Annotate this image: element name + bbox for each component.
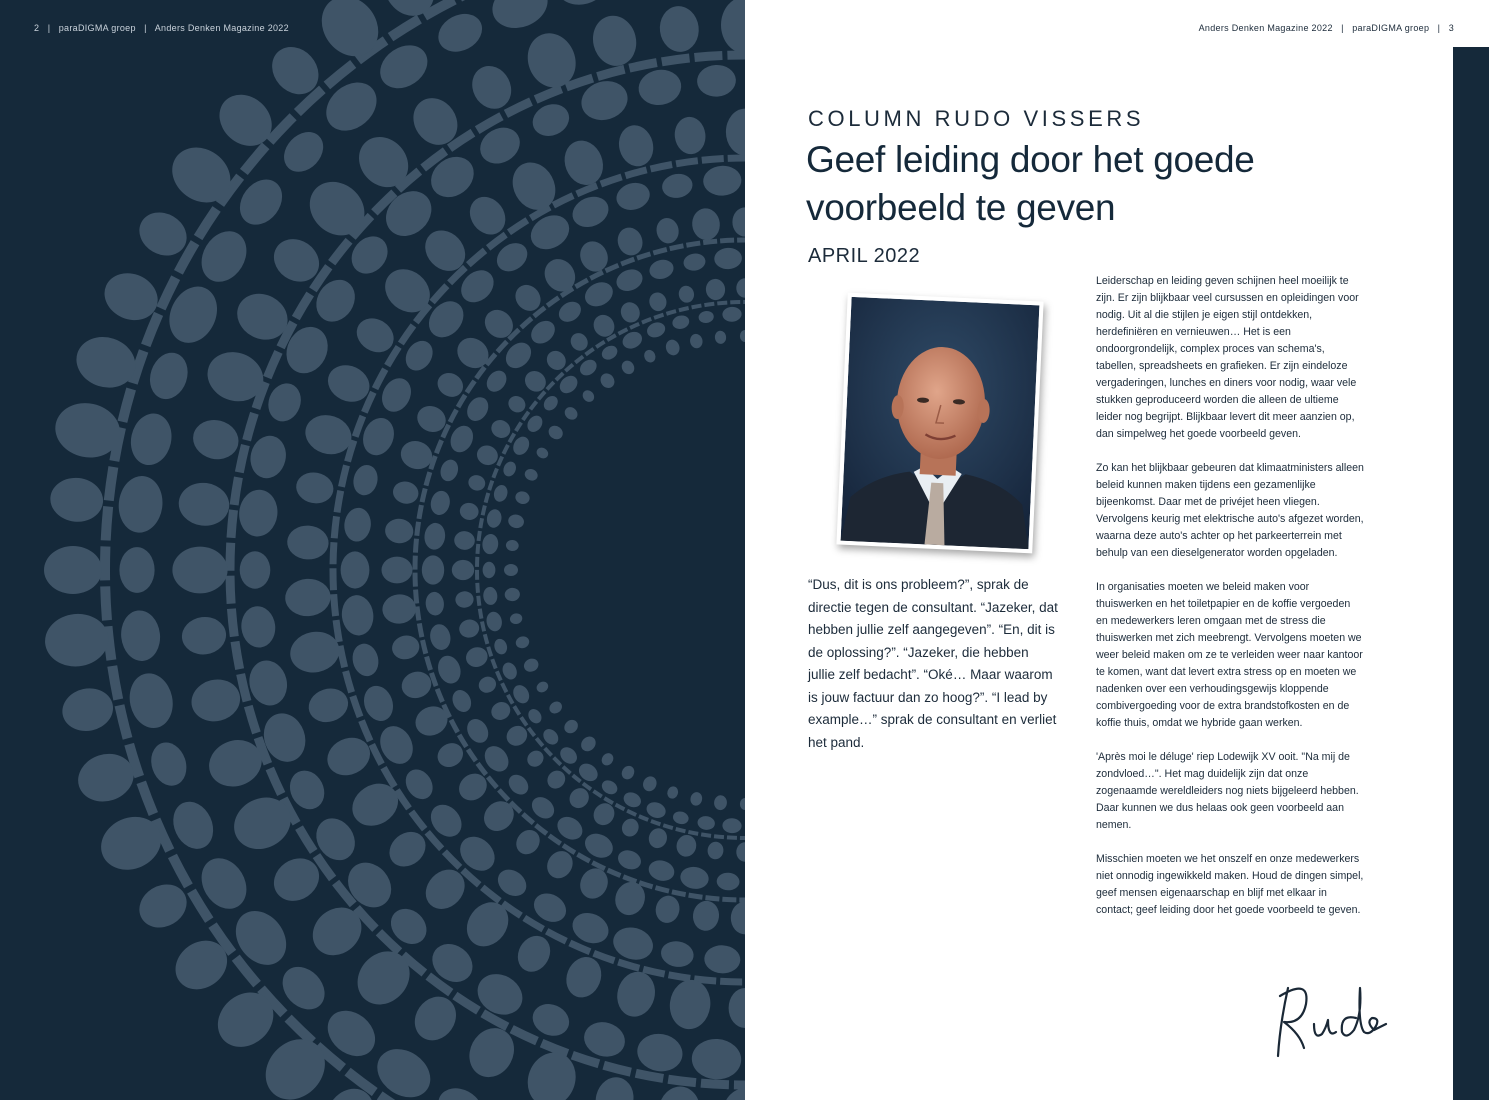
mandala-dot (505, 539, 519, 551)
mandala-dot (528, 998, 574, 1041)
mandala-dot (689, 333, 704, 350)
mandala-dot (524, 747, 547, 770)
mandala-dot (580, 1017, 629, 1061)
mandala-dot (588, 11, 642, 70)
mandala-dot (647, 257, 676, 282)
mandala-dot (736, 842, 745, 861)
mandala-dot (446, 422, 477, 456)
mandala-dot (523, 467, 540, 483)
mandala-dot (225, 788, 300, 859)
mandala-dot (246, 432, 290, 482)
author-photo (836, 293, 1043, 554)
mandala-dot (567, 330, 591, 354)
mandala-dot (423, 522, 446, 551)
page-folio-right: Anders Denken Magazine 2022 | paraDIGMA groep | 3 (1198, 23, 1454, 33)
mandala-dot (434, 653, 464, 687)
mandala-dot (672, 810, 690, 826)
mandala-dot (732, 207, 745, 236)
mandala-dot (428, 622, 453, 652)
mandala-dot (716, 872, 740, 891)
mandala-dot (714, 330, 727, 344)
mandala-dot (691, 1038, 743, 1081)
mandala-dot (294, 469, 336, 506)
mandala-dot (463, 644, 490, 669)
mandala-dot (598, 371, 618, 391)
mandala-dot (731, 902, 745, 935)
mandala-dot (180, 614, 228, 656)
mandala-dot (209, 84, 282, 156)
mandala-dot (609, 923, 657, 965)
mandala-dot (505, 393, 529, 416)
mandala-dot (619, 764, 636, 782)
mandala-dot (350, 462, 380, 497)
mandala-dot (615, 122, 658, 171)
mandala-dot (48, 475, 105, 524)
signature (1270, 974, 1390, 1064)
mandala-dot (347, 941, 421, 1015)
mandala-dot (161, 136, 241, 213)
mandala-dot (659, 939, 696, 970)
mandala-dot (535, 446, 550, 461)
mandala-dot (284, 578, 332, 618)
mandala-dot (590, 799, 619, 828)
mandala-dot (286, 524, 329, 560)
mandala-dot (707, 841, 725, 860)
mandala-dot (166, 795, 221, 855)
mandala-dot (722, 818, 742, 834)
mandala-dot (612, 968, 659, 1021)
mandala-dot (675, 833, 699, 858)
mandala-dot (253, 1027, 337, 1100)
mandala-dot (438, 457, 461, 483)
mandala-dot (116, 474, 165, 535)
mandala-dot (453, 530, 475, 551)
mandala-dot (453, 830, 501, 878)
mandala-dot (526, 707, 545, 726)
mandala-dot (664, 338, 682, 357)
mandala-dot (666, 785, 680, 800)
mandala-dot (599, 343, 620, 363)
mandala-dot (485, 610, 504, 632)
mandala-dot (368, 1039, 439, 1100)
mandala-dot (455, 590, 475, 608)
mandala-dot (621, 790, 643, 810)
mandala-dot (344, 229, 395, 281)
mandala-dot (646, 826, 669, 851)
mandala-dot (691, 207, 722, 242)
mandala-dot (482, 586, 498, 605)
mandala-dot (466, 473, 487, 493)
mandala-dot (641, 774, 659, 793)
mandala-dot (713, 795, 727, 811)
mandala-dot (671, 314, 691, 331)
mandala-dot (483, 367, 511, 396)
mandala-dot (657, 4, 701, 54)
mandala-dot (580, 388, 596, 404)
mandala-dot (126, 410, 176, 469)
mandala-dot (656, 1084, 703, 1100)
mandala-dot (704, 944, 742, 974)
mandala-dot (299, 171, 375, 247)
mandala-dot (726, 109, 745, 156)
mandala-dot (599, 751, 615, 768)
mandala-dot (562, 405, 580, 423)
mandala-dot (575, 864, 613, 904)
mandala-dot (381, 593, 418, 626)
mandala-dot (729, 988, 745, 1028)
mandala-dot (521, 367, 550, 396)
mandala-dot (552, 0, 613, 10)
mandala-dot (240, 551, 271, 588)
mandala-dot (528, 793, 559, 823)
mandala-dot (146, 738, 192, 791)
mandala-dot (349, 127, 419, 197)
mandala-dot (483, 562, 496, 578)
mandala-dot (486, 0, 555, 36)
mandala-dot (599, 778, 620, 798)
mandala-dot (470, 966, 530, 1022)
mandala-dot (422, 555, 444, 584)
mandala-dot (70, 329, 142, 395)
mandala-dot (239, 604, 277, 649)
mandala-dot (93, 807, 170, 879)
mandala-dot (119, 608, 163, 662)
mandala-dot (619, 358, 636, 376)
mandala-dot (144, 348, 194, 405)
mandala-dot (125, 669, 178, 732)
mandala-dot (58, 684, 117, 736)
mandala-dot (614, 224, 646, 259)
mandala-dot (514, 635, 531, 650)
mandala-dot (463, 715, 493, 747)
mandala-dot (514, 490, 532, 506)
mandala-dot (698, 310, 715, 324)
mandala-dot (176, 480, 231, 529)
mandala-dot (646, 857, 676, 883)
mandala-dot (645, 320, 667, 340)
mandala-dot (424, 591, 445, 616)
mandala-dot (391, 479, 421, 506)
mandala-dot (452, 560, 474, 580)
mandala-dot (509, 612, 523, 625)
mandala-dot (578, 734, 599, 755)
mandala-dot (458, 618, 481, 640)
mandala-dot (343, 506, 373, 543)
body-paragraph: 'Après moi le déluge' riep Lodewijk XV ooit. "Na mij de zondvloed…". Het mag duidelijk zijn dat onze zogenaamde wereldleiders nog niets bijgeleerd hebben. Daar kunnen we dus helaas ook geen voorbeeld aan nemen. (1096, 751, 1359, 831)
mandala-dot (535, 680, 550, 695)
mandala-dot (714, 247, 743, 270)
mandala-dot (722, 306, 742, 322)
mandala-dot (618, 299, 643, 325)
mandala-dot (568, 191, 614, 232)
mandala-dot (492, 637, 509, 656)
mandala-dot (696, 64, 737, 98)
mandala-dot (555, 298, 585, 326)
mandala-dot (644, 800, 668, 821)
mandala-dot (310, 0, 390, 67)
mandala-dot (476, 674, 499, 696)
mandala-dot (501, 460, 518, 479)
mandala-dot (522, 656, 541, 674)
mandala-dot (667, 977, 713, 1031)
mandala-dot (384, 517, 415, 544)
body-paragraph: Misschien moeten we het onszelf en onze medewerkers niet onnodig ingewikkeld maken. Houd de dingen simpel, geef mensen eigenaarschap en blijf met elkaar in contact; geef leiding door het goede voorbeeld te geven. (1096, 853, 1364, 916)
right-page (745, 0, 1489, 1100)
mandala-dot (349, 641, 381, 679)
body-paragraph: In organisaties moeten we beleid maken voor thuiswerken en het toiletpapier en de koffie vergoeden en medewerkers leren omgaan met de stress die thuiswerken met zich meebrengt. Vervolgens moeten we weer beleid maken om ze te verleiden weer naar kantoor te komen, want dat levert extra stress op en moeten we nadenken over een verhoudingsgewijs kloppende combivergoeding voor de extra brandstofkosten en de koffie thuis, omdat we hybride gaan werken. (1096, 581, 1363, 729)
mandala-dot (654, 216, 681, 246)
mandala-dot (619, 816, 641, 839)
mandala-dot (691, 899, 720, 932)
article-headline: Geef leiding door het goede voorbeeld te geven (806, 139, 1255, 228)
mandala-dot (44, 546, 102, 594)
mandala-dot (642, 348, 657, 364)
portrait-photo (841, 297, 1040, 549)
article-body (1096, 273, 1364, 936)
mandala-dot (304, 684, 352, 728)
body-paragraph: Zo kan het blijkbaar gebeuren dat klimaatministers alleen beleid kunnen maken tijdens een gezamenlijke bijeenkomst. Daar met de privéjet heen vliegen. Vervolgens keurig met elektrische auto's afgezet worden, waarna deze auto's achter op het parkeerterrein met behulp van een dieselgenerator worden opgeladen. (1096, 462, 1364, 559)
mandala-dot (359, 682, 398, 725)
mandala-dot (463, 393, 493, 425)
mandala-dot (187, 674, 244, 726)
mandala-dot (172, 547, 227, 594)
mandala-dot (507, 513, 525, 529)
mandala-dot (376, 260, 438, 321)
mandala-dot (339, 854, 400, 916)
mandala-dot (591, 1073, 638, 1100)
mandala-dot (504, 155, 563, 218)
mandala-dot (697, 815, 716, 831)
pull-quote: “Dus, dit is ons probleem?”, sprak de directie tegen de consultant. “Jazeker, dat hebben jullie zelf aangegeven”. “En, dit is de oplossing?”. “Jazeker, die hebben jullie zelf bedacht”. “Oké… Maar waarom is jouw factuur dan zo hoog?”. “I lead by example…” sprak de consultant en verliet het pand. (808, 577, 1058, 750)
mandala-dot (539, 253, 582, 297)
mandala-dot (458, 501, 480, 522)
mandala-dot (705, 278, 726, 301)
column-kicker: COLUMN RUDO VISSERS (808, 106, 1145, 131)
mandala-dot (422, 294, 471, 344)
mandala-dot (398, 668, 435, 702)
body-paragraph: Leiderschap en leiding geven schijnen heel moeilijk te zijn. Er zijn blijkbaar veel cursussen en opleidingen voor nodig. Uit al die stijlen je eigen stijl ontdekken, herdefiniëren en vernieuwen… Het is een ondoorgrondelijk, complex proces van schema's, tabellen, spreadsheets en grafieken. Er zijn eindeloze vergaderingen, lunches en diners voor nodig, waar vele stukken geproduceerd worden die alleen de ultieme leider nog begrijpt. Blijkbaar levert dit meer aanzien op, dan simpelweg het goede voorbeeld geven. (1096, 275, 1359, 440)
mandala-dot (512, 930, 557, 978)
mandala-dot (503, 722, 531, 750)
mandala-dot (451, 332, 494, 375)
mandala-dot (504, 587, 520, 602)
mandala-dot (615, 847, 644, 873)
mandala-dot (245, 657, 292, 710)
mandala-dot (702, 165, 742, 197)
mandala-dot (505, 771, 532, 799)
mandala-dot (500, 660, 519, 681)
mandala-dot (382, 825, 432, 874)
mandala-dot (660, 172, 694, 201)
mandala-dot (237, 488, 280, 539)
mandala-dot (481, 533, 499, 555)
mandala-dot (492, 483, 510, 503)
mandala-dot (562, 717, 581, 736)
mandala-dot (263, 379, 306, 426)
mandala-dot (432, 7, 489, 60)
mandala-dot (653, 893, 682, 925)
mandala-dot (679, 865, 711, 891)
mandala-dot (634, 1030, 685, 1075)
mandala-dot (207, 981, 285, 1058)
mandala-dot (528, 99, 574, 142)
mandala-dot (485, 508, 503, 529)
mandala-dot (673, 115, 708, 156)
mandala-dot (432, 1081, 489, 1100)
mandala-dot (547, 699, 564, 716)
mandala-dot (340, 593, 376, 637)
mandala-dot (189, 415, 243, 464)
mandala-dot (722, 1088, 745, 1100)
mandala-dot (119, 547, 154, 593)
mandala-dot (546, 423, 565, 442)
mandala-dot (677, 284, 695, 304)
side-strip (1453, 47, 1489, 1100)
mandala-dot (341, 551, 370, 588)
mandala-dot (287, 628, 343, 677)
mandala-dot (428, 489, 452, 517)
mandala-dot (478, 795, 520, 837)
article-date: APRIL 2022 (808, 245, 921, 267)
page-folio-left: 2 | paraDIGMA groep | Anders Denken Magazine 2022 (34, 23, 289, 33)
mandala-dot (736, 278, 745, 297)
mandala-dot (636, 66, 684, 108)
mandala-dot (613, 179, 653, 214)
mandala-dot (449, 687, 475, 715)
mandala-dot (390, 633, 422, 662)
mandala-dot (613, 266, 646, 295)
mandala-dot (689, 791, 703, 807)
mandala-dot (504, 564, 518, 576)
mandala-dot (721, 0, 745, 53)
mandala-dot (382, 557, 413, 584)
mandala-dot (42, 611, 111, 670)
mandala-dot (647, 290, 669, 313)
mandala-dot (541, 393, 561, 413)
mandala-dot (682, 252, 706, 272)
